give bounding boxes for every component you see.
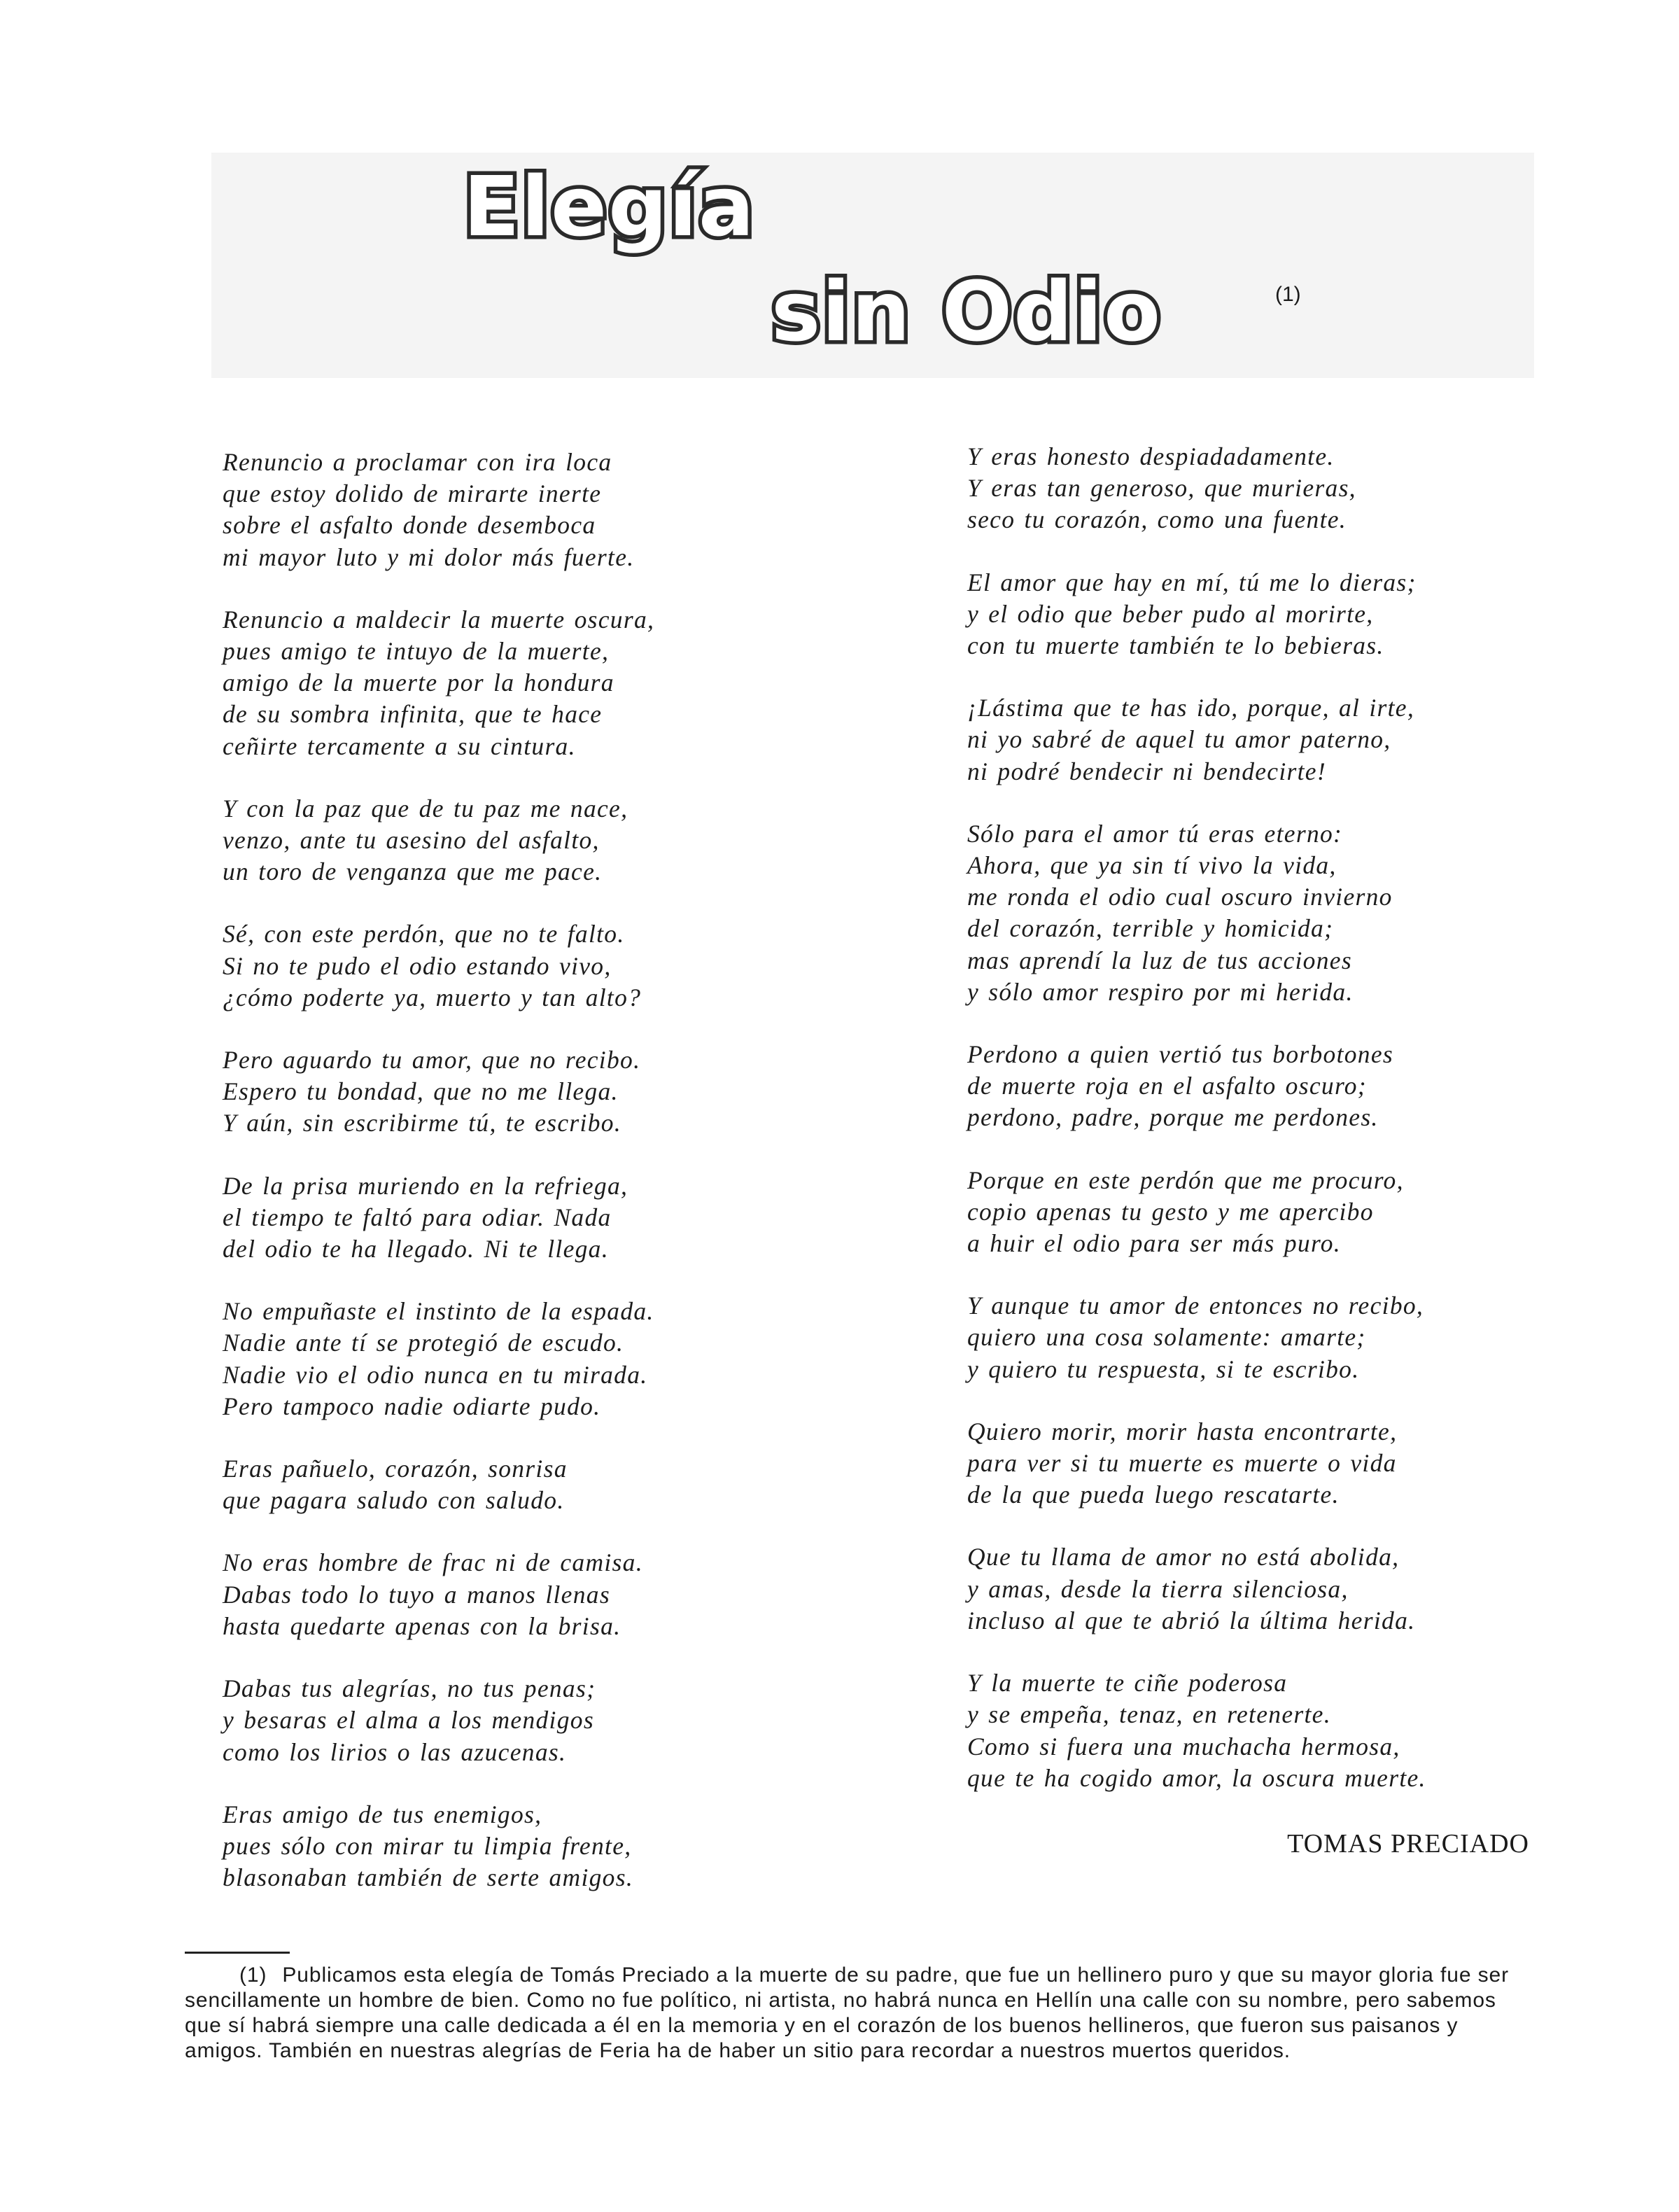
verse-line: y quiero tu respuesta, si te escribo. <box>967 1354 1360 1383</box>
stanza <box>223 1547 894 1642</box>
footnote-mark: (1) <box>239 1963 267 1987</box>
verse-line: No eras hombre de frac ni de camisa. <box>223 1548 643 1577</box>
verse-line: hasta quedarte apenas con la brisa. <box>223 1611 621 1640</box>
verse-line: pues amigo te intuyo de la muerte, <box>223 637 610 666</box>
verse-line: de la que pueda luego rescatarte. <box>967 1480 1340 1509</box>
verse-line: Quiero morir, morir hasta encontrarte, <box>967 1417 1398 1446</box>
title-line-1: Elegía <box>463 158 756 255</box>
verse-line: Sólo para el amor tú eras eterno: <box>967 819 1343 848</box>
verse-line: ¡Lástima que te has ido, porque, al irte, <box>967 694 1415 722</box>
stanza <box>223 1453 894 1516</box>
stanza <box>967 1165 1597 1260</box>
footnote-text: Publicamos esta elegía de Tomás Preciado a la muerte de su padre, que fue un hellinero puro y que su mayor gloria fue ser sencillamente un hombre de bien. Como no fue político, ni artista, no habrá nunca en Hellín una calle con su nombre, pero sabemos que sí habrá siempre una calle dedicada a él en la memoria y en el corazón de los buenos hellineros, que fueron sus paisanos y amigos. También en nuestras alegrías de Feria ha de haber un sitio para recordar a nuestros muertos queridos. <box>185 1963 1510 2062</box>
verse-line: mas aprendí la luz de tus acciones <box>967 946 1352 974</box>
verse-line: blasonaban también de serte amigos. <box>223 1863 634 1892</box>
footnote-divider <box>185 1952 290 1954</box>
stanza <box>967 1541 1597 1637</box>
verse-line: de muerte roja en el asfalto oscuro; <box>967 1072 1367 1100</box>
verse-line: Pero aguardo tu amor, que no recibo. <box>223 1046 641 1074</box>
stanza <box>967 567 1597 662</box>
verse-line: el tiempo te faltó para odiar. Nada <box>223 1203 612 1231</box>
stanza <box>223 1296 894 1422</box>
verse-line: del corazón, terrible y homicida; <box>967 914 1334 943</box>
verse-line: Y eras honesto despiadadamente. <box>967 442 1335 470</box>
verse-line: Y con la paz que de tu paz me nace, <box>223 794 628 822</box>
stanza <box>967 1039 1597 1134</box>
verse-line: Perdono a quien vertió tus borbotones <box>967 1040 1394 1069</box>
verse-line: amigo de la muerte por la hondura <box>223 668 614 697</box>
verse-line: Espero tu bondad, que no me llega. <box>223 1077 619 1106</box>
verse-line: El amor que hay en mí, tú me lo dieras; <box>967 568 1417 596</box>
verse-line: que te ha cogido amor, la oscura muerte. <box>967 1763 1426 1792</box>
stanza <box>223 1170 894 1266</box>
poem-left-column <box>223 447 894 1924</box>
verse-line: que estoy dolido de mirarte inerte <box>223 479 602 508</box>
verse-line: Dabas todo lo tuyo a manos llenas <box>223 1580 610 1609</box>
verse-line: y el odio que beber pudo al morirte, <box>967 599 1374 628</box>
title-footnote-mark: (1) <box>1275 283 1301 306</box>
verse-line: para ver si tu muerte es muerte o vida <box>967 1449 1397 1478</box>
verse-line: a huir el odio para ser más puro. <box>967 1229 1341 1258</box>
verse-line: Porque en este perdón que me procuro, <box>967 1166 1404 1194</box>
verse-line: que pagara saludo con saludo. <box>223 1486 565 1515</box>
verse-line: pues sólo con mirar tu limpia frente, <box>223 1831 632 1860</box>
verse-line: Ahora, que ya sin tí vivo la vida, <box>967 851 1337 880</box>
verse-line: Nadie ante tí se protegió de escudo. <box>223 1329 624 1357</box>
stanza <box>967 1416 1597 1511</box>
verse-line: seco tu corazón, como una fuente. <box>967 505 1347 534</box>
title-line-2: sin Odio <box>771 263 1162 360</box>
verse-line: y besaras el alma a los mendigos <box>223 1706 594 1735</box>
stanza <box>967 692 1597 788</box>
verse-line: ¿cómo poderte ya, muerto y tan alto? <box>223 983 642 1011</box>
verse-line: ceñirte tercamente a su cintura. <box>223 732 576 760</box>
stanza <box>223 604 894 762</box>
stanza <box>967 1290 1597 1385</box>
verse-line: Dabas tus alegrías, no tus penas; <box>223 1674 596 1703</box>
stanza <box>967 441 1597 536</box>
stanza <box>223 1799 894 1894</box>
verse-line: incluso al que te abrió la última herida. <box>967 1606 1416 1634</box>
verse-line: copio apenas tu gesto y me apercibo <box>967 1197 1374 1226</box>
verse-line: perdono, padre, porque me perdones. <box>967 1103 1379 1132</box>
verse-line: Y eras tan generoso, que murieras, <box>967 474 1356 503</box>
verse-line: Eras pañuelo, corazón, sonrisa <box>223 1455 568 1483</box>
verse-line: Y la muerte te ciñe poderosa <box>967 1669 1288 1698</box>
verse-line: del odio te ha llegado. Ni te llega. <box>223 1235 609 1264</box>
verse-line: con tu muerte también te lo bebieras. <box>967 631 1384 660</box>
verse-line: De la prisa muriendo en la refriega, <box>223 1171 628 1200</box>
stanza <box>223 447 894 573</box>
stanza <box>967 818 1597 1008</box>
verse-line: Nadie vio el odio nunca en tu mirada. <box>223 1360 648 1389</box>
verse-line: Sé, con este perdón, que no te falto. <box>223 920 625 948</box>
stanza <box>223 1044 894 1140</box>
verse-line: Y aunque tu amor de entonces no recibo, <box>967 1292 1424 1320</box>
verse-line: ni podré bendecir ni bendecirte! <box>967 757 1326 785</box>
verse-line: y sólo amor respiro por mi herida. <box>967 977 1354 1006</box>
verse-line: como los lirios o las azucenas. <box>223 1737 567 1766</box>
verse-line: y amas, desde la tierra silenciosa, <box>967 1574 1349 1603</box>
verse-line: Pero tampoco nadie odiarte pudo. <box>223 1392 601 1420</box>
stanza <box>967 1667 1597 1794</box>
verse-line: Y aún, sin escribirme tú, te escribo. <box>223 1109 621 1138</box>
stanza <box>223 1673 894 1768</box>
verse-line: Eras amigo de tus enemigos, <box>223 1800 542 1828</box>
poem-right-column <box>967 441 1597 1825</box>
stanza <box>223 918 894 1014</box>
verse-line: Renuncio a proclamar con ira loca <box>223 448 612 476</box>
verse-line: venzo, ante tu asesino del asfalto, <box>223 826 600 855</box>
verse-line: No empuñaste el instinto de la espada. <box>223 1297 654 1326</box>
verse-line: ni yo sabré de aquel tu amor paterno, <box>967 725 1391 754</box>
verse-line: me ronda el odio cual oscuro invierno <box>967 883 1393 911</box>
verse-line: mi mayor luto y mi dolor más fuerte. <box>223 542 635 571</box>
verse-line: y se empeña, tenaz, en retenerte. <box>967 1700 1331 1729</box>
verse-line: Si no te pudo el odio estando vivo, <box>223 951 612 980</box>
verse-line: sobre el asfalto donde desemboca <box>223 511 596 540</box>
verse-line: de su sombra infinita, que te hace <box>223 700 603 729</box>
verse-line: Renuncio a maldecir la muerte oscura, <box>223 605 655 634</box>
verse-line: Como si fuera una muchacha hermosa, <box>967 1732 1400 1760</box>
verse-line: un toro de venganza que me pace. <box>223 858 603 886</box>
stanza <box>223 793 894 888</box>
verse-line: Que tu llama de amor no está abolida, <box>967 1543 1400 1572</box>
author-signature: TOMAS PRECIADO <box>1287 1829 1529 1858</box>
verse-line: quiero una cosa solamente: amarte; <box>967 1323 1366 1352</box>
footnote <box>185 1963 1523 2064</box>
